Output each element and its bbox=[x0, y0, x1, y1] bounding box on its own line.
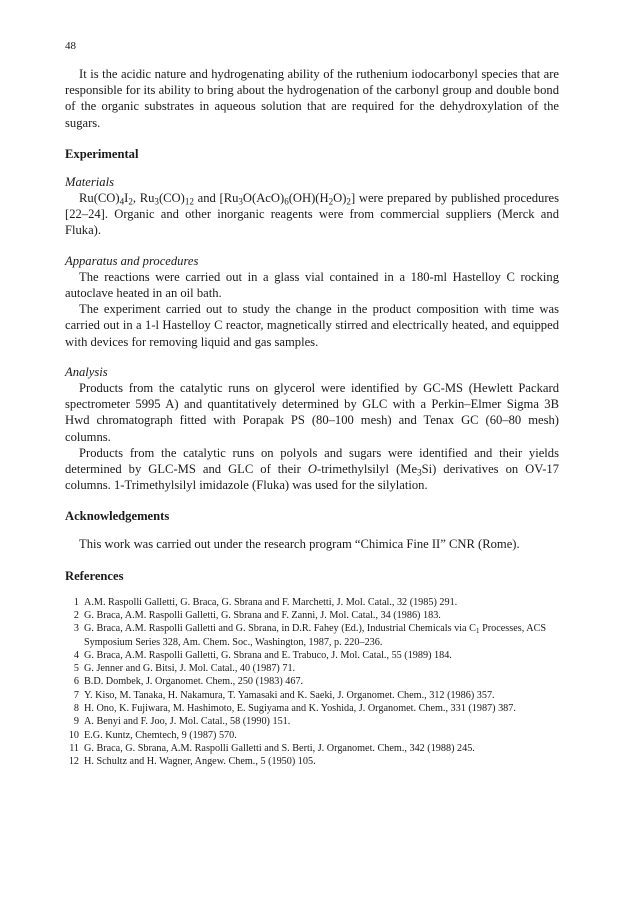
reference-number: 7 bbox=[73, 689, 79, 701]
reference-number: 9 bbox=[73, 716, 79, 728]
reference-list bbox=[65, 596, 559, 769]
reference-number: 10 bbox=[68, 729, 79, 741]
reference-number: 8 bbox=[73, 703, 79, 715]
reference-number: 4 bbox=[73, 649, 79, 661]
apparatus-subheading: Apparatus and procedures bbox=[65, 253, 199, 268]
reference-text: G. Jenner and G. Bitsi, J. Mol. Catal., 40 (1987) 71. bbox=[84, 663, 296, 675]
reference-text: G. Braca, A.M. Raspolli Galletti, G. Sbrana and E. Trabuco, J. Mol. Catal., 55 (1989) 184. bbox=[84, 649, 452, 661]
page-number: 48 bbox=[65, 40, 76, 52]
reference-text: G. Braca, A.M. Raspolli Galletti, G. Sbrana and F. Zanni, J. Mol. Catal., 34 (1986) 183. bbox=[84, 609, 441, 621]
reference-text: A. Benyi and F. Joo, J. Mol. Catal., 58 (1990) 151. bbox=[84, 716, 291, 728]
reference-number: 3 bbox=[73, 623, 79, 635]
reference-number: 5 bbox=[73, 663, 79, 675]
reference-item bbox=[65, 689, 559, 702]
reference-item bbox=[65, 729, 559, 742]
reference-number: 12 bbox=[68, 756, 79, 768]
reference-number: 2 bbox=[73, 609, 79, 621]
reference-number: 6 bbox=[73, 676, 79, 688]
reference-item bbox=[65, 609, 559, 622]
analysis-subheading: Analysis bbox=[65, 364, 108, 379]
reference-item bbox=[65, 622, 559, 649]
apparatus-paragraph-2: The experiment carried out to study the change in the product composition with time was carried out in a 1-l Hastelloy C reactor, magnetically stirred and electrically heated, and equipped with devices for removing liquid and gas samples. bbox=[65, 302, 559, 349]
reference-item bbox=[65, 755, 559, 768]
acknowledgements-paragraph: This work was carried out under the research program “Chimica Fine II” CNR (Rome). bbox=[79, 537, 520, 552]
reference-text: H. Schultz and H. Wagner, Angew. Chem., 5 (1950) 105. bbox=[84, 756, 316, 768]
materials-subheading: Materials bbox=[65, 174, 114, 189]
acknowledgements-heading: Acknowledgements bbox=[65, 509, 170, 524]
reference-text: A.M. Raspolli Galletti, G. Braca, G. Sbrana and F. Marchetti, J. Mol. Catal., 32 (1985) 291. bbox=[84, 596, 458, 608]
reference-text: H. Ono, K. Fujiwara, M. Hashimoto, E. Sugiyama and K. Yoshida, J. Organomet. Chem., 331 (1987) 387. bbox=[84, 703, 516, 715]
reference-item bbox=[65, 596, 559, 609]
analysis-paragraph-1: Products from the catalytic runs on glycerol were identified by GC-MS (Hewlett Packard spectrometer 5995 A) and quantitatively determined by GLC with a Perkin–Elmer Sigma 3B Hwd chromatograph fitted with Porapak PS (80–100 mesh) and Tenax GC (60–80 mesh) columns. bbox=[65, 381, 559, 444]
reference-item bbox=[65, 675, 559, 688]
reference-text: G. Braca, G. Sbrana, A.M. Raspolli Galletti and S. Berti, J. Organomet. Chem., 342 (1988) 245. bbox=[84, 742, 475, 754]
experimental-heading: Experimental bbox=[65, 146, 139, 161]
reference-item bbox=[65, 649, 559, 662]
materials-paragraph: $Ru(CO)_4I_2$, $Ru_3(CO)_{12}$ and $[Ru_3O(AcO)_6(OH)(H_2O)_2]$ were prepared by published procedures [22–24]. Organic and other inorganic reagents were from commercial suppliers (Merck and Fluka). bbox=[65, 191, 559, 238]
reference-item bbox=[65, 662, 559, 675]
reference-item bbox=[65, 715, 559, 728]
reference-number: 1 bbox=[73, 596, 79, 608]
reference-item bbox=[65, 742, 559, 755]
reference-text: Y. Kiso, M. Tanaka, H. Nakamura, T. Yamasaki and K. Saeki, J. Organomet. Chem., 312 (1986) 357. bbox=[84, 689, 495, 701]
apparatus-paragraph-1: The reactions were carried out in a glass vial contained in a 180-ml Hastelloy C rocking autoclave heated in an oil bath. bbox=[65, 269, 559, 301]
reference-item bbox=[65, 702, 559, 715]
reference-text: E.G. Kuntz, Chemtech, 9 (1987) 570. bbox=[84, 729, 237, 741]
intro-paragraph: It is the acidic nature and hydrogenating ability of the ruthenium iodocarbonyl species that are responsible for its ability to bring about the hydrogenation of the carbonyl group and double bond of the organic substrates in aqueous solution that are required for the dehydroxylation of the sugars. bbox=[65, 67, 559, 130]
paper-page bbox=[65, 40, 559, 769]
reference-text: G. Braca, A.M. Raspolli Galletti and G. Sbrana, in D.R. Fahey (Ed.), Industrial Chemicals via $C_1$ Processes, ACS Symposium Series 328, Am. Chem. Soc., Washington, 1987, p. 220–236. bbox=[84, 623, 547, 648]
references-heading: References bbox=[65, 568, 124, 583]
reference-number: 11 bbox=[69, 742, 79, 754]
analysis-paragraph-2: Products from the catalytic runs on polyols and sugars were identified and their yields determined by GLC-MS and GLC of their O-trimethylsilyl $(Me_3Si)$ derivatives on OV-17 columns. 1-Trimethylsilyl imidazole (Fluka) was used for the silylation. bbox=[65, 445, 560, 493]
reference-text: B.D. Dombek, J. Organomet. Chem., 250 (1983) 467. bbox=[84, 676, 304, 688]
